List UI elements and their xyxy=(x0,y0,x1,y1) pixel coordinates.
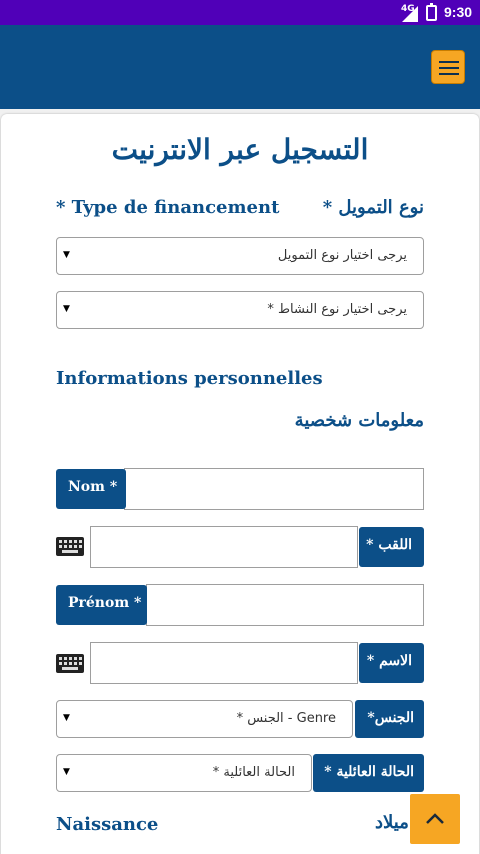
financing-type-select[interactable]: ▼ يرجى اختيار نوع التمويل xyxy=(56,237,424,275)
battery-icon xyxy=(426,5,437,21)
nom-input[interactable] xyxy=(124,468,424,510)
ism-input[interactable] xyxy=(90,642,358,684)
keyboard-icon[interactable] xyxy=(56,537,84,556)
scroll-top-button[interactable] xyxy=(410,794,460,844)
financing-label-fr: * Type de financement xyxy=(56,197,280,218)
activity-type-select[interactable]: ▼ يرجى اختيار نوع النشاط * xyxy=(56,291,424,329)
laqab-input[interactable] xyxy=(90,526,358,568)
genre-label: الجنس* xyxy=(355,700,424,738)
naissance-heading-ar: ميلاد xyxy=(375,812,409,833)
app-header xyxy=(0,25,480,109)
family-status-label: الحالة العائلية * xyxy=(313,754,424,792)
personal-info-heading-fr: Informations personnelles xyxy=(56,368,323,389)
network-type: 4G xyxy=(401,4,415,14)
nom-label: Nom * xyxy=(56,469,126,509)
ism-label: الاسم * xyxy=(359,643,424,683)
dropdown-arrow-icon: ▼ xyxy=(63,713,70,723)
chevron-up-icon xyxy=(423,807,447,831)
laqab-label: اللقب * xyxy=(359,527,424,567)
dropdown-arrow-icon: ▼ xyxy=(63,304,70,314)
genre-select[interactable]: ▼ Genre - الجنس * xyxy=(56,700,353,738)
naissance-heading-fr: Naissance xyxy=(56,814,159,835)
clock: 9:30 xyxy=(444,4,473,20)
menu-icon xyxy=(439,61,459,63)
personal-info-heading-ar: معلومات شخصية xyxy=(294,410,424,431)
financing-label-ar: نوع التمويل * xyxy=(322,197,424,218)
menu-button[interactable] xyxy=(431,50,465,84)
page-title: التسجيل عبر الانترنيت xyxy=(111,133,369,166)
prenom-input[interactable] xyxy=(146,584,424,626)
keyboard-icon[interactable] xyxy=(56,654,84,673)
dropdown-arrow-icon: ▼ xyxy=(63,767,70,777)
prenom-label: Prénom * xyxy=(56,585,147,625)
status-bar xyxy=(0,0,480,25)
dropdown-arrow-icon: ▼ xyxy=(63,250,70,260)
family-status-select[interactable]: ▼ الحالة العائلية * xyxy=(56,754,312,792)
